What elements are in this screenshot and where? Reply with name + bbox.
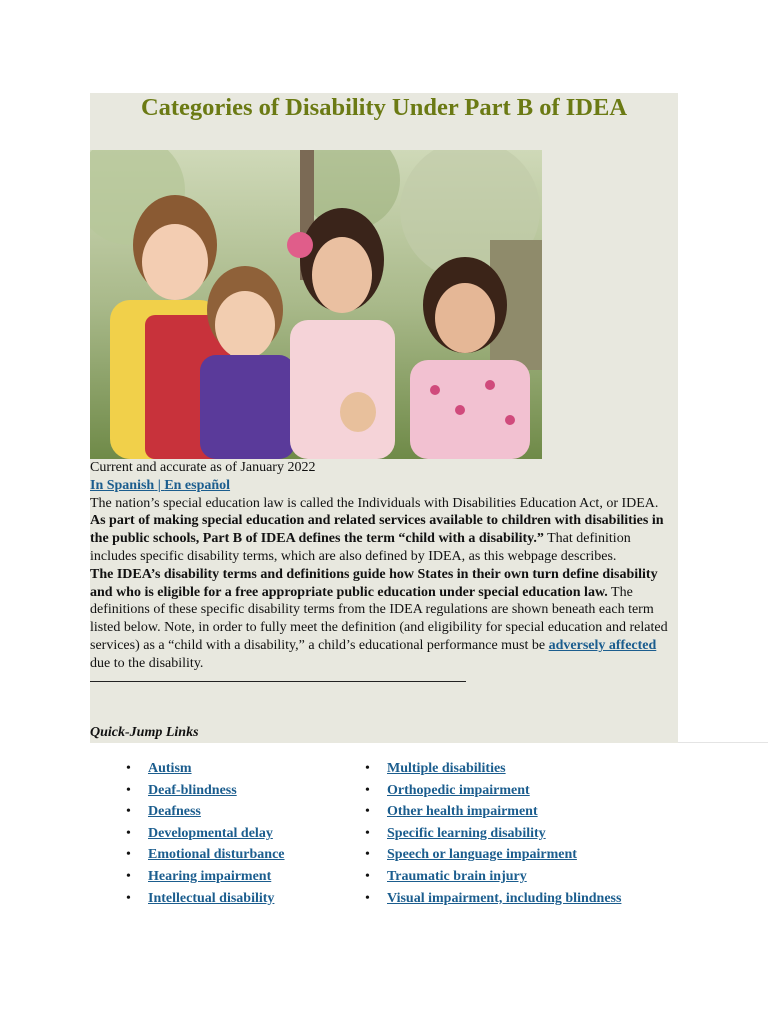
p2-text-b: The definitions of these specific disability terms from the IDEA regulations are shown beneath each term listed below. Note, in order to fully meet the definition (and eligibility for special education and related services) as a “child with a disability,” a child’s educational performance must be <box>90 584 668 653</box>
bullet-icon: • <box>365 761 370 776</box>
link-multiple-disabilities[interactable]: Multiple disabilities <box>387 761 506 776</box>
list-item <box>365 868 621 890</box>
list-item <box>126 803 285 825</box>
list-item <box>126 782 285 804</box>
list-item <box>365 890 622 912</box>
link-traumatic-brain-injury[interactable]: Traumatic brain injury <box>387 868 527 884</box>
date-line: Current and accurate as of January 2022 <box>90 460 316 475</box>
quick-jump-list-right <box>365 760 622 911</box>
page-title: Categories of Disability Under Part B of IDEA <box>140 94 628 121</box>
quick-jump-heading: Quick-Jump Links <box>90 725 199 740</box>
bullet-icon: • <box>365 804 370 820</box>
adversely-affected-link[interactable]: adversely affected <box>548 637 657 653</box>
bullet-icon: • <box>126 761 131 776</box>
link-developmental-delay[interactable]: Developmental delay <box>148 825 273 841</box>
bullet-icon: • <box>126 847 131 863</box>
link-orthopedic-impairment[interactable]: Orthopedic impairment <box>387 782 530 798</box>
link-deafness[interactable]: Deafness <box>148 804 201 820</box>
language-links <box>90 477 674 495</box>
link-emotional-disturbance[interactable]: Emotional disturbance <box>148 847 285 863</box>
p1-text-bold: As part of making special education and related services available to children with disabilities in the public schools, Part B of IDEA defines the term “child with a disability.” <box>90 513 664 547</box>
bullet-icon: • <box>365 890 370 906</box>
link-specific-learning-disability[interactable]: Specific learning disability <box>387 825 546 841</box>
quick-jump-list-left <box>126 760 285 911</box>
bullet-icon: • <box>126 825 131 841</box>
list-item <box>126 890 285 912</box>
spanish-link[interactable]: In Spanish <box>90 477 155 493</box>
link-hearing-impairment[interactable]: Hearing impairment <box>148 868 272 884</box>
list-item <box>365 846 621 868</box>
list-item <box>365 825 621 847</box>
children-photo <box>90 150 542 459</box>
list-item <box>126 760 285 782</box>
list-item <box>126 825 285 847</box>
p1-text-a: The nation’s special education law is called the Individuals with Disabilities Education Act, or IDEA. <box>90 495 659 511</box>
p2-text-c: due to the disability. <box>90 655 204 671</box>
link-autism[interactable]: Autism <box>148 761 192 776</box>
link-intellectual-disability[interactable]: Intellectual disability <box>148 890 275 906</box>
link-speech-language-impairment[interactable]: Speech or language impairment <box>387 847 577 863</box>
section-divider <box>678 742 768 743</box>
bullet-icon: • <box>365 868 370 884</box>
lang-separator: | <box>154 477 165 493</box>
list-item <box>365 782 621 804</box>
list-item <box>126 868 285 890</box>
bullet-icon: • <box>126 890 131 906</box>
link-other-health-impairment[interactable]: Other health impairment <box>387 804 538 820</box>
divider-line <box>90 681 466 682</box>
list-item <box>365 803 621 825</box>
p1-text-c: That definition includes specific disability terms, which are also defined by IDEA, as this webpage describes. <box>90 531 631 564</box>
espanol-link[interactable]: En español <box>164 477 231 493</box>
bullet-icon: • <box>365 825 370 841</box>
bullet-icon: • <box>126 804 131 820</box>
paragraph-2 <box>90 566 674 673</box>
paragraph-1 <box>90 495 674 566</box>
list-item <box>365 760 621 782</box>
bullet-icon: • <box>126 782 131 798</box>
list-item <box>126 846 285 868</box>
bullet-icon: • <box>365 847 370 863</box>
bullet-icon: • <box>365 782 370 798</box>
link-deaf-blindness[interactable]: Deaf-blindness <box>148 782 237 798</box>
intro-text <box>90 459 674 682</box>
p2-text-bold: The IDEA’s disability terms and definitions guide how States in their own turn define disability and who is eligible for a free appropriate public education under special education law. <box>90 566 658 600</box>
link-visual-impairment[interactable]: Visual impairment, including blindness <box>387 890 622 906</box>
bullet-icon: • <box>126 868 131 884</box>
